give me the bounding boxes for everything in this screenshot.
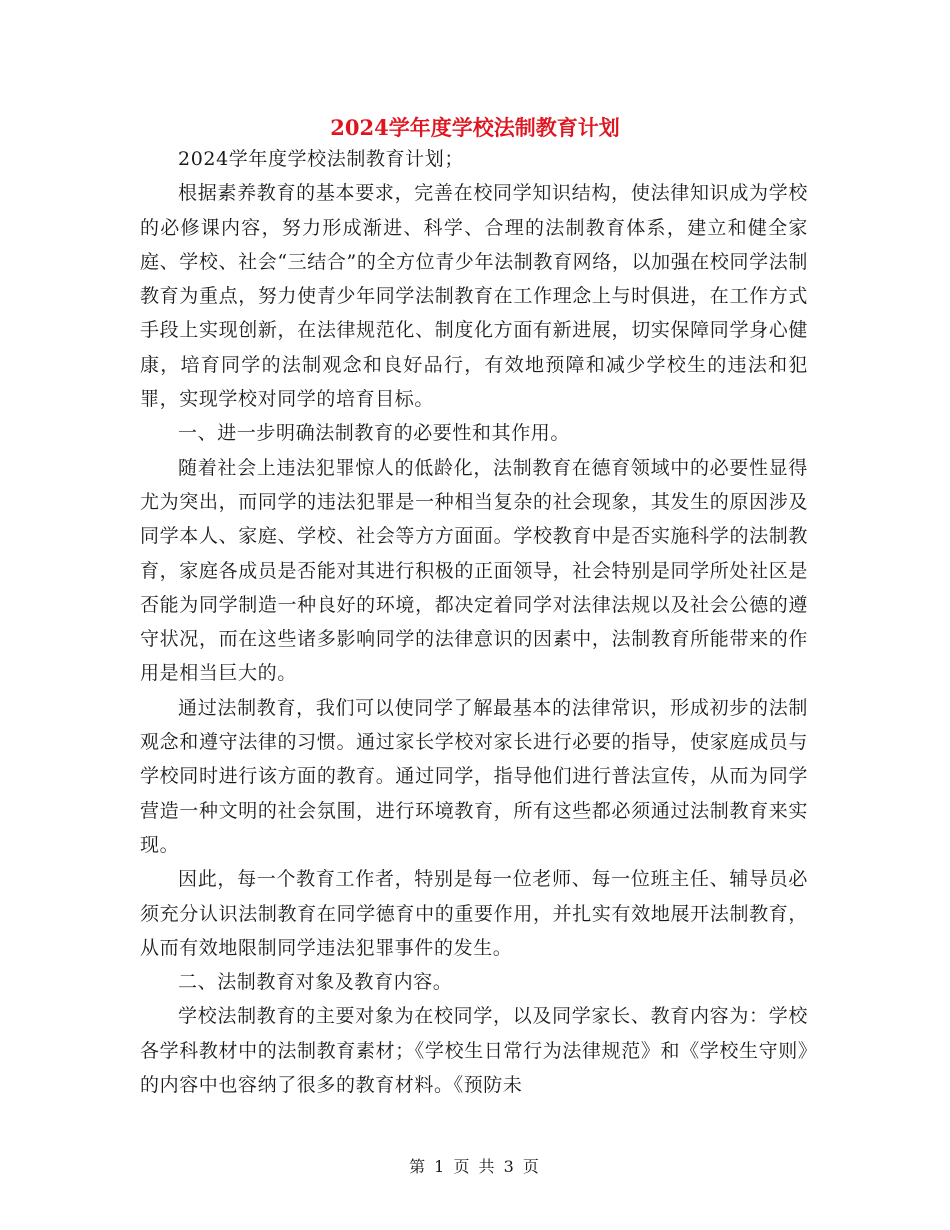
paragraph-intro: 根据素养教育的基本要求，完善在校同学知识结构，使法律知识成为学校的必修课内容，努力形成渐进、科学、合理的法制教育体系，建立和健全家庭、学校、社会“三结合”的全方位青少年法制教育网络，以加强在校同学法制教育为重点，努力使青少年同学法制教育在工作理念上与时俱进，在工作方式手段上实现创新，在法律规范化、制度化方面有新进展，切实保障同学身心健康，培育同学的法制观念和良好品行，有效地预障和减少学校生的违法和犯罪，实现学校对同学的培育目标。 (140, 182, 808, 411)
document-title: 2024学年度学校法制教育计划 (330, 115, 620, 140)
paragraph-therefore: 因此，每一个教育工作者，特别是每一位老师、每一位班主任、辅导员必须充分认识法制教育在同学德育中的重要作用，并扎实有效地展开法制教育，从而有效地限制同学违法犯罪事件的发生。 (140, 868, 808, 959)
paragraph-targets-content: 学校法制教育的主要对象为在校同学，以及同学家长、教育内容为：学校各学科教材中的法制教育素材；《学校生日常行为法律规范》和《学校生守则》的内容中也容纳了很多的教育材料。《预防未 (140, 1005, 808, 1097)
paragraph-necessity: 随着社会上违法犯罪惊人的低龄化，法制教育在德育领域中的必要性显得尤为突出，而同学的违法犯罪是一种相当复杂的社会现象，其发生的原因涉及同学本人、家庭、学校、社会等方方面面。学校教育中是否实施科学的法制教育，家庭各成员是否能对其进行积极的正面领导，社会特别是同学所处社区是否能为同学制造一种良好的环境，都决定着同学对法律法规以及社会公德的遵守状况，而在这些诸多影响同学的法律意识的因素中，法制教育所能带来的作用是相当巨大的。 (140, 456, 808, 685)
section-heading-2: 二、法制教育对象及教育内容。 (178, 971, 453, 994)
document-body (140, 142, 808, 1102)
section-heading-1: 一、进一步明确法制教育的必要性和其作用。 (178, 422, 571, 445)
paragraph-through-education: 通过法制教育，我们可以使同学了解最基本的法律常识，形成初步的法制观念和遵守法律的习惯。通过家长学校对家长进行必要的指导，使家庭成员与学校同时进行该方面的教育。通过同学，指导他们进行普法宣传，从而为同学营造一种文明的社会氛围，进行环境教育，所有这些都必须通过法制教育来实现。 (140, 696, 808, 856)
page-number-footer: 第 1 页 共 3 页 (409, 1157, 541, 1176)
paragraph-subtitle: 2024学年度学校法制教育计划； (178, 148, 464, 170)
